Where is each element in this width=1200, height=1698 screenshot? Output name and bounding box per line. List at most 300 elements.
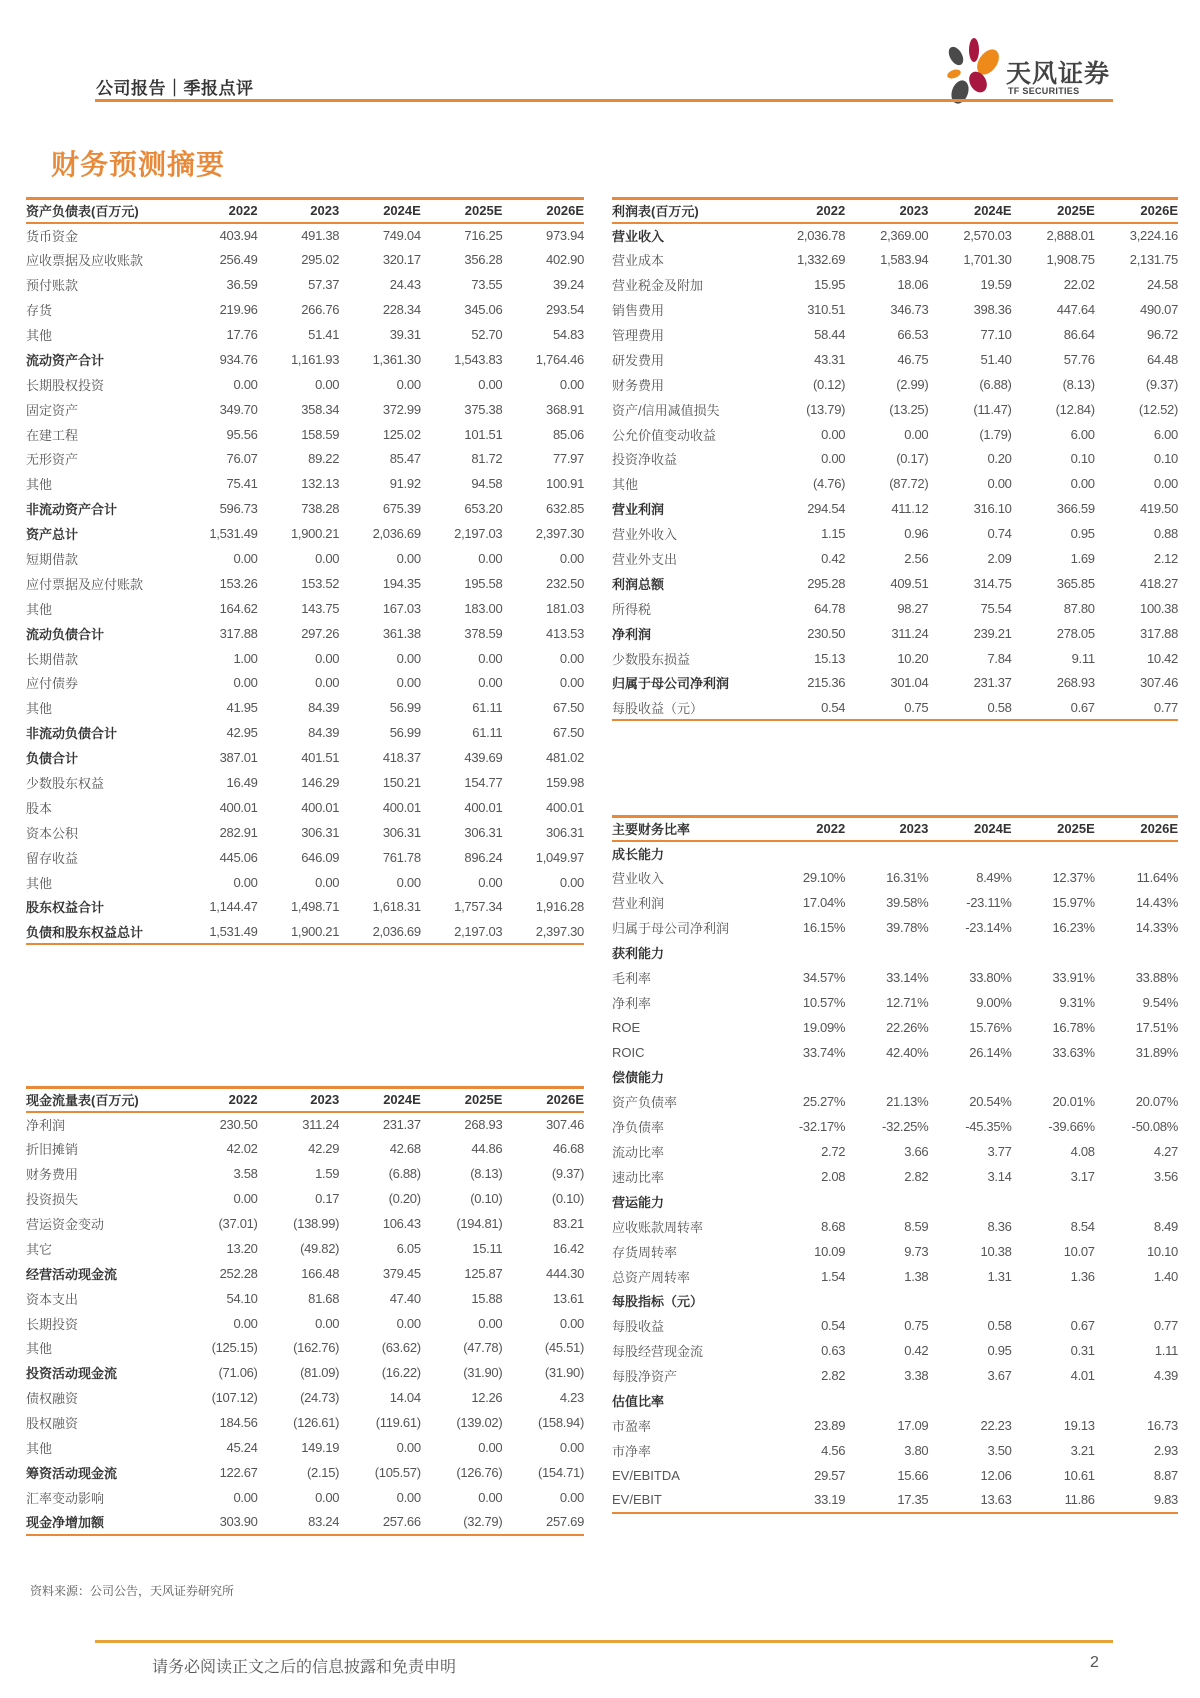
table-row (26, 1311, 584, 1336)
cell-value (928, 1388, 1011, 1413)
table-row (26, 795, 584, 820)
table-header-row (26, 199, 584, 223)
cell-value: 17.51% (1135, 1019, 1178, 1035)
cell-value: 0.00 (478, 874, 503, 890)
table-row (26, 571, 584, 596)
cell-value: 0.77 (1095, 695, 1178, 720)
section-header-row (612, 940, 1178, 965)
table-row (26, 1460, 584, 1485)
cell-value: 1,144.47 (209, 899, 258, 915)
cell-value: 0.00 (396, 874, 421, 890)
cell-value: 64.78 (814, 600, 846, 616)
cell-value: (126.61) (293, 1415, 340, 1431)
cell-value: 3.56 (1153, 1169, 1178, 1185)
section-header-row (612, 1289, 1178, 1314)
cell-value: 403.94 (219, 227, 258, 243)
row-label: 营业外支出 (612, 552, 678, 568)
table-row (26, 919, 584, 944)
cell-value: 11.64% (1136, 870, 1178, 886)
cell-value: 444.30 (546, 1265, 584, 1281)
cell-value: 0.00 (559, 675, 584, 691)
cell-value: -45.35% (965, 1119, 1012, 1135)
cell-value: 413.53 (546, 625, 584, 641)
cell-value: 86.64 (1063, 327, 1095, 342)
cell-value: 0.00 (315, 376, 340, 392)
table-row (26, 596, 584, 621)
cell-value: 0.00 (559, 551, 584, 567)
year-column-header: 2023 (845, 199, 928, 223)
row-label: 负债和股东权益总计 (26, 919, 176, 944)
cell-value: -50.08% (1131, 1119, 1178, 1135)
table-row (26, 720, 584, 745)
row-label: 预付账款 (26, 278, 79, 294)
table-row (26, 1161, 584, 1186)
table-row (612, 571, 1178, 596)
cell-value: 256.49 (219, 252, 258, 268)
year-column-header: 2022 (762, 199, 845, 223)
table-row (612, 1413, 1178, 1438)
cell-value: 934.76 (219, 351, 258, 367)
row-label: 每股净资产 (612, 1369, 678, 1385)
table-row (612, 865, 1178, 890)
cell-value (928, 1189, 1011, 1214)
cell-value: 3.14 (987, 1169, 1012, 1185)
cell-value: 761.78 (382, 849, 421, 865)
row-label: 筹资活动现金流 (26, 1465, 118, 1481)
cell-value: 15.76% (969, 1019, 1012, 1035)
cell-value: (87.72) (889, 476, 929, 492)
row-label: 所得税 (612, 601, 652, 617)
cell-value: 0.88 (1153, 526, 1178, 542)
cell-value: 2.08 (821, 1169, 846, 1185)
cell-value: 215.36 (807, 675, 846, 691)
cell-value: 2.82 (821, 1368, 846, 1384)
table-row (612, 1438, 1178, 1463)
cell-value: 0.00 (478, 376, 503, 392)
cell-value: 17.04% (802, 895, 846, 911)
report-type-label: 公司报告｜季报点评 (96, 79, 254, 98)
cell-value: 125.87 (464, 1265, 503, 1281)
cell-value: 0.42 (821, 551, 846, 567)
cell-value: 42.95 (226, 725, 258, 741)
cell-value: 278.05 (1056, 625, 1095, 641)
cell-value: (158.94) (537, 1415, 584, 1431)
cell-value (1095, 1065, 1178, 1090)
cell-value (1012, 841, 1095, 866)
cell-value: 9.73 (904, 1243, 929, 1259)
cell-value: 11.86 (1012, 1488, 1095, 1513)
cell-value: (1.79) (979, 426, 1012, 442)
table-row (26, 521, 584, 546)
cell-value: 42.40% (886, 1044, 929, 1060)
row-label: 获利能力 (612, 946, 665, 961)
year-column-header: 2022 (176, 1088, 258, 1112)
row-label: 存货周转率 (612, 1244, 678, 1260)
cell-value: 4.39 (1153, 1368, 1178, 1384)
row-label: 其他 (26, 601, 53, 617)
cell-value: (6.88) (388, 1166, 421, 1182)
cell-value: 0.54 (821, 1318, 846, 1334)
cell-value: 317.88 (219, 625, 258, 641)
table-row (612, 372, 1178, 397)
cell-value: (32.79) (421, 1510, 503, 1535)
cell-value: 45.24 (226, 1440, 258, 1456)
cell-value: 239.21 (973, 625, 1012, 641)
cell-value: 293.54 (546, 302, 584, 318)
table-row (612, 223, 1178, 248)
cell-value: 52.70 (471, 327, 503, 342)
cell-value: 375.38 (464, 401, 503, 417)
cell-value: 0.00 (315, 1315, 340, 1331)
cell-value: 58.44 (814, 327, 846, 342)
cell-value: 1,161.93 (290, 351, 340, 367)
cell-value: 0.17 (315, 1191, 340, 1207)
cell-value: 75.41 (226, 476, 258, 492)
cell-value (1095, 841, 1178, 866)
cell-value: 64.48 (1146, 351, 1178, 367)
year-column-header: 2023 (258, 199, 340, 223)
cell-value: 0.75 (904, 1318, 929, 1334)
cell-value: 13.61 (552, 1290, 584, 1306)
row-label: 资本公积 (26, 825, 79, 841)
table-row (26, 1485, 584, 1510)
cell-value: 9.11 (1071, 650, 1095, 666)
row-label: 其他 (26, 875, 53, 891)
cell-value: 0.00 (233, 874, 258, 890)
row-label: EV/EBIT (612, 1488, 762, 1513)
cell-value: 0.00 (1153, 476, 1178, 492)
cell-value: 675.39 (382, 501, 421, 517)
cell-value: 17.76 (226, 327, 258, 342)
row-label: 少数股东损益 (612, 651, 691, 667)
cell-value (1095, 1388, 1178, 1413)
cell-value: 10.09 (814, 1243, 846, 1259)
cell-value: 2,888.01 (1046, 227, 1095, 243)
cell-value: 3.80 (904, 1442, 929, 1458)
cell-value: 2.82 (904, 1169, 929, 1185)
cell-value: 73.55 (471, 277, 503, 293)
cell-value: 8.59 (904, 1218, 929, 1234)
table-row (612, 1139, 1178, 1164)
disclaimer-text: 请务必阅读正文之后的信息披露和免责申明 (152, 1659, 457, 1676)
cell-value: 306.31 (464, 824, 503, 840)
cell-value: 0.00 (559, 1315, 584, 1331)
cell-value: -23.11% (966, 895, 1012, 911)
row-label: 流动比率 (612, 1145, 665, 1161)
cell-value: 252.28 (219, 1265, 258, 1281)
row-label: 应付债券 (26, 676, 79, 692)
cell-value: (154.71) (537, 1464, 584, 1480)
cell-value: 143.75 (301, 600, 340, 616)
cell-value: 0.00 (559, 1489, 584, 1505)
cell-value: 365.85 (1056, 575, 1095, 591)
row-label: 投资净收益 (612, 452, 678, 468)
cell-value: 42.29 (308, 1141, 340, 1157)
source-note: 资料来源：公司公告，天风证券研究所 (30, 1584, 235, 1598)
cell-value: 0.42 (904, 1343, 929, 1359)
cell-value: 490.07 (1140, 302, 1178, 318)
cell-value: 87.80 (1063, 600, 1095, 616)
cell-value (762, 841, 845, 866)
row-label: 其他 (26, 328, 53, 343)
cell-value (1012, 1388, 1095, 1413)
cell-value: 372.99 (382, 401, 421, 417)
cell-value: 33.91% (1052, 969, 1095, 985)
cell-value: 596.73 (219, 501, 258, 517)
cell-value: 0.20 (987, 451, 1012, 467)
cell-value: 20.54% (969, 1094, 1012, 1110)
cell-value: 1.40 (1153, 1268, 1178, 1284)
cell-value: 8.49 (1153, 1218, 1178, 1234)
cell-value: 219.96 (219, 302, 258, 318)
cell-value: 3.66 (904, 1144, 929, 1160)
cell-value: 181.03 (546, 600, 584, 616)
year-column-header: 2024E (928, 817, 1011, 841)
table-row (612, 1338, 1178, 1363)
cell-value: 378.59 (464, 625, 503, 641)
row-label: 在建工程 (26, 427, 79, 443)
cell-value: 2.56 (904, 551, 929, 567)
cell-value: 0.00 (233, 1315, 258, 1331)
cell-value: -39.66% (1048, 1119, 1095, 1135)
cell-value: 646.09 (301, 849, 340, 865)
cell-value: 0.10 (1070, 451, 1095, 467)
row-label: 总资产周转率 (612, 1269, 691, 1285)
cell-value: 306.31 (301, 824, 340, 840)
cell-value: (81.09) (300, 1365, 340, 1381)
section-header-row (612, 1065, 1178, 1090)
cell-value: 0.00 (478, 551, 503, 567)
cell-value: (125.15) (211, 1340, 258, 1356)
cell-value (762, 940, 845, 965)
cell-value (845, 1388, 928, 1413)
row-label: 营业利润 (612, 502, 665, 518)
cell-value: 0.00 (478, 1315, 503, 1331)
row-label: 长期股权投资 (26, 377, 105, 393)
table-row (26, 397, 584, 422)
cell-value: (0.17) (896, 451, 929, 467)
cell-value: 4.23 (559, 1390, 584, 1406)
table-row (26, 895, 584, 920)
row-label: 其他 (26, 1441, 53, 1457)
row-label: 偿债能力 (612, 1070, 665, 1086)
row-label: 少数股东权益 (26, 776, 105, 792)
cell-value: (71.06) (218, 1365, 258, 1381)
cell-value: 158.59 (301, 426, 340, 442)
cell-value: 26.14% (969, 1044, 1012, 1060)
cell-value: 19.59 (980, 277, 1012, 293)
row-label: 非流动资产合计 (26, 502, 118, 518)
year-column-header: 2024E (339, 1088, 421, 1112)
cell-value: 0.74 (987, 526, 1012, 542)
cell-value: 0.67 (1012, 695, 1095, 720)
table-row (612, 621, 1178, 646)
cell-value: 0.00 (478, 675, 503, 691)
cell-value: 36.59 (226, 277, 258, 293)
cell-value: 2,197.03 (454, 526, 503, 542)
cell-value: 0.75 (845, 695, 928, 720)
table-row (612, 915, 1178, 940)
row-label: 流动资产合计 (26, 352, 105, 368)
cell-value: 231.37 (382, 1116, 421, 1132)
cell-value: (4.76) (813, 476, 846, 492)
row-label: 汇率变动影响 (26, 1490, 105, 1506)
cell-value: 1.36 (1070, 1268, 1095, 1284)
cell-value: 34.57% (802, 969, 846, 985)
cell-value: 1,764.46 (535, 351, 584, 367)
cell-value: 0.00 (233, 1191, 258, 1207)
cell-value: 1.00 (233, 650, 258, 666)
cell-value: 15.13 (814, 650, 846, 666)
cell-value: 346.73 (890, 302, 929, 318)
cell-value: 95.56 (226, 426, 258, 442)
cell-value: 146.29 (301, 775, 340, 791)
cell-value: (13.79) (806, 401, 846, 417)
cell-value: 14.43% (1135, 895, 1178, 911)
cell-value: 132.13 (301, 476, 340, 492)
cell-value: 9.31% (1059, 994, 1095, 1010)
row-label: 财务费用 (612, 377, 665, 393)
table-row (26, 1211, 584, 1236)
cell-value: 1.15 (821, 526, 846, 542)
cell-value: 3.17 (1070, 1169, 1095, 1185)
cell-value: (31.90) (544, 1365, 584, 1381)
cell-value: 29.57 (814, 1467, 846, 1483)
cell-value: 67.50 (552, 700, 584, 716)
table-row (612, 422, 1178, 447)
cell-value: 33.63% (1052, 1044, 1095, 1060)
row-label: 营业外收入 (612, 527, 678, 543)
year-column-header: 2022 (176, 199, 258, 223)
cell-value: 0.54 (762, 695, 845, 720)
cell-value: 0.00 (315, 650, 340, 666)
cell-value: 12.37% (1052, 870, 1095, 886)
cell-value: 0.00 (233, 551, 258, 567)
row-label: 资本支出 (26, 1291, 79, 1307)
cell-value: 0.00 (315, 551, 340, 567)
cell-value: 231.37 (973, 675, 1012, 691)
row-label: 留存收益 (26, 850, 79, 866)
row-label: 应收账款周转率 (612, 1219, 704, 1235)
cell-value: 183.00 (464, 600, 503, 616)
cell-value: 17.09 (897, 1417, 929, 1433)
cell-value: 194.35 (382, 575, 421, 591)
cell-value (845, 1289, 928, 1314)
balance-sheet-table (26, 197, 584, 945)
cell-value: 153.26 (219, 575, 258, 591)
cell-value: 0.00 (396, 376, 421, 392)
table-title: 现金流量表(百万元) (26, 1088, 176, 1112)
cell-value: 345.06 (464, 302, 503, 318)
cell-value (762, 1189, 845, 1214)
cell-value: 0.95 (1070, 526, 1095, 542)
cell-value: 266.76 (301, 302, 340, 318)
cell-value: 100.38 (1140, 600, 1178, 616)
table-row (612, 247, 1178, 272)
cell-value: 973.94 (546, 227, 584, 243)
cell-value: 0.00 (478, 1440, 503, 1456)
table-row (26, 1336, 584, 1361)
cell-value: (194.81) (456, 1216, 503, 1231)
cell-value: 46.75 (897, 351, 929, 367)
cell-value (845, 1065, 928, 1090)
cell-value: 164.62 (219, 600, 258, 616)
cell-value (1012, 1189, 1095, 1214)
row-label: 市净率 (612, 1443, 652, 1459)
table-row (26, 1236, 584, 1261)
cell-value: 15.11 (472, 1240, 503, 1256)
cell-value: 1,618.31 (372, 899, 421, 915)
cell-value: 896.24 (464, 849, 503, 865)
row-label: 每股收益（元） (612, 695, 762, 720)
cell-value: 12.06 (980, 1467, 1012, 1483)
cell-value: 22.23 (980, 1417, 1012, 1433)
company-logo (944, 36, 1124, 106)
cell-value: 100.91 (546, 476, 584, 492)
cell-value: 0.77 (1153, 1318, 1178, 1334)
cell-value: (8.13) (470, 1166, 503, 1182)
cell-value: 54.10 (226, 1290, 258, 1306)
row-label: 存货 (26, 303, 53, 319)
table-row (612, 1015, 1178, 1040)
cell-value: 1,531.49 (176, 919, 258, 944)
cell-value: 400.01 (546, 799, 584, 815)
row-label: 资产/信用减值损失 (612, 402, 720, 418)
cell-value: 12.71% (886, 994, 929, 1010)
cell-value: 2,131.75 (1129, 252, 1178, 268)
cell-value: (12.84) (1055, 401, 1095, 417)
cell-value: 42.68 (389, 1141, 421, 1157)
cell-value: 749.04 (382, 227, 421, 243)
cell-value: 2,036.69 (372, 526, 421, 542)
cell-value: 1,900.21 (290, 526, 340, 542)
cell-value: 0.00 (478, 1489, 503, 1505)
cell-value: 76.07 (226, 451, 258, 467)
year-column-header: 2024E (339, 199, 421, 223)
cell-value: 15.95 (814, 277, 846, 293)
cell-value: 232.50 (546, 575, 584, 591)
cell-value: 0.00 (396, 675, 421, 691)
table-row (26, 870, 584, 895)
cell-value: 0.00 (315, 1489, 340, 1505)
row-label: 货币资金 (26, 228, 79, 244)
cell-value: 297.26 (301, 625, 340, 641)
cell-value (928, 1065, 1011, 1090)
cell-value: 2,197.03 (421, 919, 503, 944)
cell-value: 21.13% (886, 1094, 929, 1110)
table-row (612, 1164, 1178, 1189)
cell-value: 25.27% (802, 1094, 846, 1110)
cell-value: 2,397.30 (535, 526, 584, 542)
row-label: 现金净增加额 (26, 1510, 176, 1535)
row-label: 归属于母公司净利润 (612, 921, 730, 937)
table-row (612, 297, 1178, 322)
cell-value: 0.00 (396, 551, 421, 567)
table-row (612, 646, 1178, 671)
cell-value: (0.20) (388, 1191, 421, 1207)
cell-value: 0.67 (1070, 1318, 1095, 1334)
cell-value: (105.57) (374, 1464, 421, 1480)
table-row (612, 695, 1178, 720)
cell-value: 268.93 (1056, 675, 1095, 691)
page-title: 财务预测摘要 (51, 149, 226, 180)
row-label: 其他 (26, 1341, 53, 1357)
year-column-header: 2025E (1012, 199, 1095, 223)
cell-value: 0.00 (233, 1489, 258, 1505)
cell-value: 3.58 (233, 1166, 258, 1182)
cell-value: 41.95 (226, 700, 258, 716)
cell-value: 1.31 (987, 1268, 1012, 1284)
